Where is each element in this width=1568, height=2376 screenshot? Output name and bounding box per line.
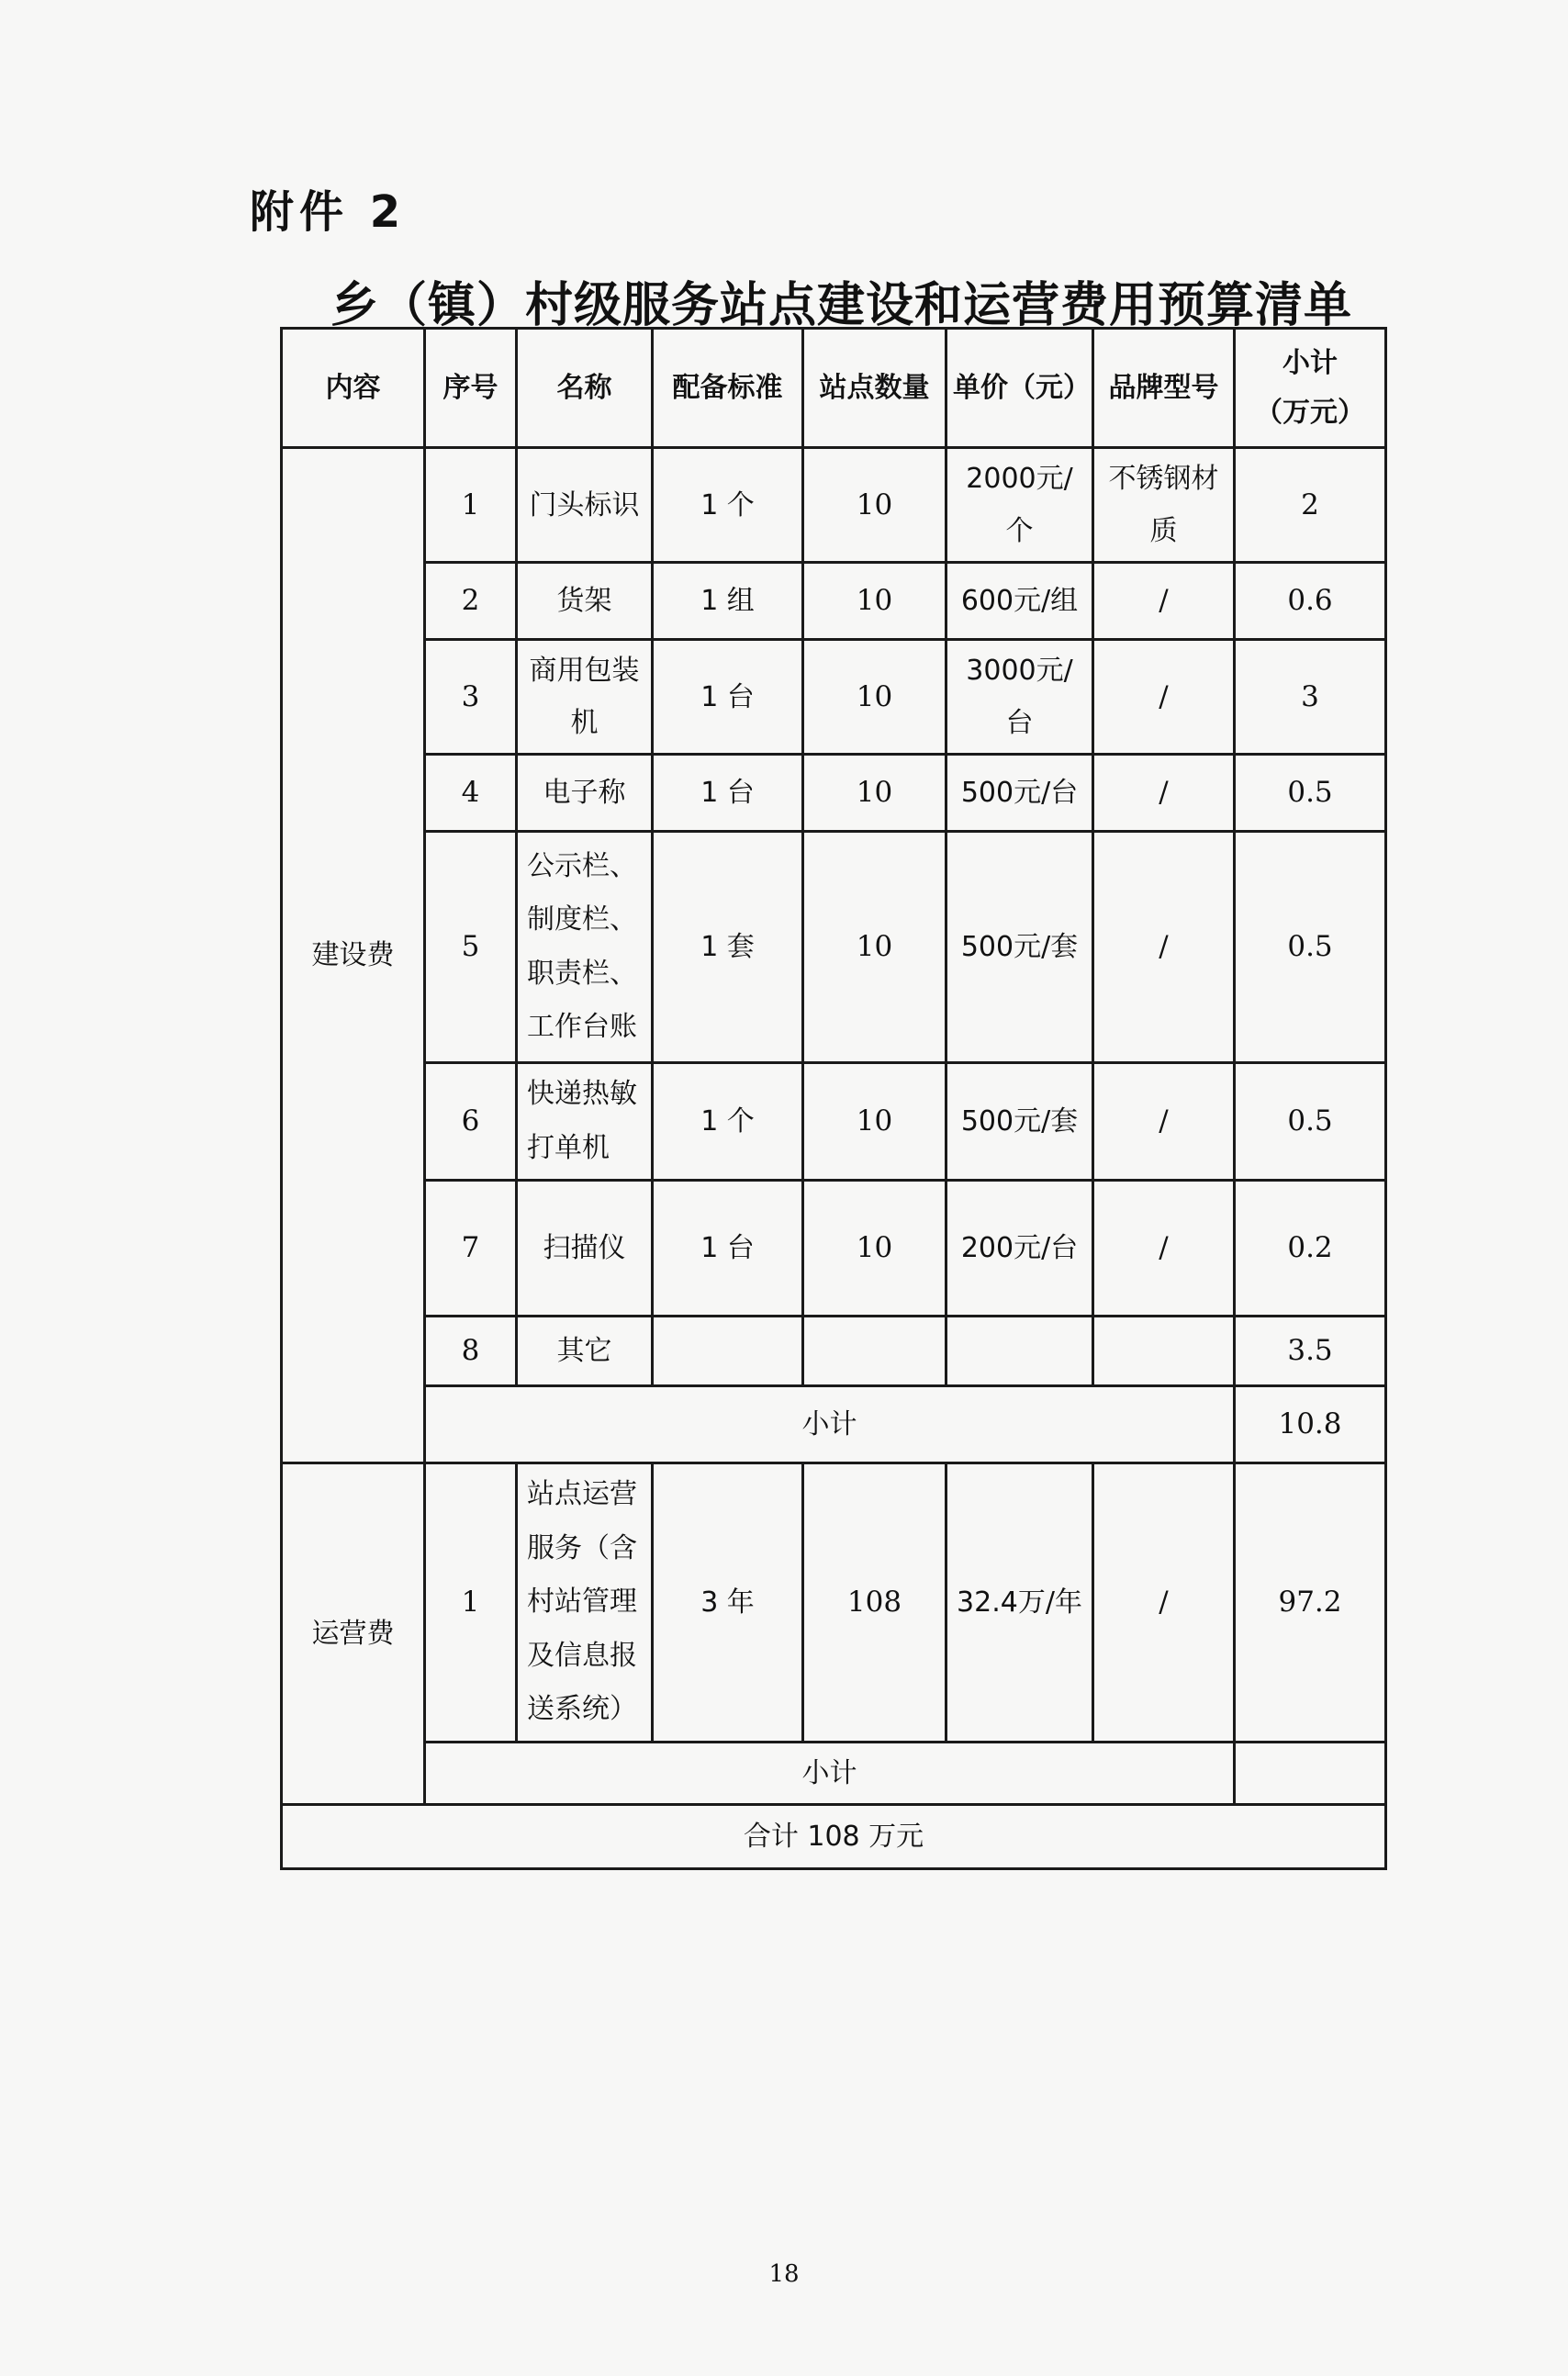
cell-stations: 10	[803, 1181, 946, 1317]
cell-subtotal: 2	[1235, 448, 1386, 563]
construction-subtotal-row	[282, 1386, 1386, 1463]
grand-total: 合计 108 万元	[282, 1804, 1386, 1868]
cell-seq: 6	[425, 1063, 517, 1181]
header-subtotal-line2: （万元）	[1255, 396, 1365, 429]
cell-brand: /	[1093, 755, 1235, 832]
cell-name: 商用包装机	[517, 640, 653, 755]
header-row	[282, 329, 1386, 448]
table-row	[282, 832, 1386, 1063]
cell-brand: /	[1093, 1181, 1235, 1317]
header-subtotal	[1235, 329, 1386, 448]
operation-subtotal-row	[282, 1742, 1386, 1804]
total-row	[282, 1804, 1386, 1868]
cell-stations: 10	[803, 1063, 946, 1181]
cell-name: 站点运营服务（含村站管理及信息报送系统）	[517, 1463, 653, 1743]
cell-subtotal: 0.5	[1235, 755, 1386, 832]
header-stations: 站点数量	[803, 329, 946, 448]
cell-unit-price	[946, 1317, 1093, 1386]
cell-stations: 108	[803, 1463, 946, 1743]
cell-standard	[653, 1317, 803, 1386]
cell-standard: 1 台	[653, 640, 803, 755]
cell-subtotal: 97.2	[1235, 1463, 1386, 1743]
cell-unit-price: 200元/台	[946, 1181, 1093, 1317]
cell-stations: 10	[803, 563, 946, 640]
cell-name: 货架	[517, 563, 653, 640]
cell-seq: 5	[425, 832, 517, 1063]
cell-stations: 10	[803, 755, 946, 832]
cell-name: 其它	[517, 1317, 653, 1386]
operation-subtotal-label: 小计	[425, 1742, 1235, 1804]
construction-subtotal-label: 小计	[425, 1386, 1235, 1463]
category-operation: 运营费	[282, 1463, 425, 1805]
cell-seq: 1	[425, 448, 517, 563]
cell-unit-price: 2000元/个	[946, 448, 1093, 563]
category-construction: 建设费	[282, 448, 425, 1463]
cell-standard: 3 年	[653, 1463, 803, 1743]
cell-standard: 1 台	[653, 755, 803, 832]
cell-name: 扫描仪	[517, 1181, 653, 1317]
cell-unit-price: 32.4万/年	[946, 1463, 1093, 1743]
cell-unit-price: 500元/套	[946, 832, 1093, 1063]
cell-subtotal: 0.6	[1235, 563, 1386, 640]
cell-standard: 1 个	[653, 448, 803, 563]
cell-brand: /	[1093, 1463, 1235, 1743]
cell-name: 电子称	[517, 755, 653, 832]
cell-unit-price: 3000元/台	[946, 640, 1093, 755]
cell-standard: 1 组	[653, 563, 803, 640]
header-brand: 品牌型号	[1093, 329, 1235, 448]
cell-name: 快递热敏打单机	[517, 1063, 653, 1181]
header-subtotal-line1: 小计	[1282, 346, 1338, 379]
cell-brand: 不锈钢材质	[1093, 448, 1235, 563]
cell-brand: /	[1093, 640, 1235, 755]
cell-seq: 1	[425, 1463, 517, 1743]
cell-stations: 10	[803, 640, 946, 755]
cell-standard: 1 套	[653, 832, 803, 1063]
table-row	[282, 1181, 1386, 1317]
table-row	[282, 448, 1386, 563]
header-name: 名称	[517, 329, 653, 448]
table-row	[282, 1063, 1386, 1181]
attachment-label: 附件 2	[250, 186, 407, 238]
cell-name: 门头标识	[517, 448, 653, 563]
header-unit-price: 单价（元）	[946, 329, 1093, 448]
cell-seq: 7	[425, 1181, 517, 1317]
table-row	[282, 1463, 1386, 1743]
cell-brand	[1093, 1317, 1235, 1386]
cell-subtotal: 3.5	[1235, 1317, 1386, 1386]
cell-subtotal: 3	[1235, 640, 1386, 755]
cell-seq: 4	[425, 755, 517, 832]
page-title: 乡（镇）村级服务站点建设和运营费用预算清单	[330, 278, 1353, 333]
budget-table	[280, 327, 1387, 1870]
cell-stations: 10	[803, 448, 946, 563]
cell-unit-price: 500元/台	[946, 755, 1093, 832]
cell-seq: 3	[425, 640, 517, 755]
cell-brand: /	[1093, 1063, 1235, 1181]
header-standard: 配备标准	[653, 329, 803, 448]
cell-stations	[803, 1317, 946, 1386]
cell-stations: 10	[803, 832, 946, 1063]
cell-subtotal: 0.5	[1235, 1063, 1386, 1181]
table-row	[282, 640, 1386, 755]
cell-brand: /	[1093, 563, 1235, 640]
construction-subtotal-value: 10.8	[1235, 1386, 1386, 1463]
cell-seq: 8	[425, 1317, 517, 1386]
cell-unit-price: 600元/组	[946, 563, 1093, 640]
header-content: 内容	[282, 329, 425, 448]
cell-brand: /	[1093, 832, 1235, 1063]
header-seq: 序号	[425, 329, 517, 448]
cell-seq: 2	[425, 563, 517, 640]
page-number: 18	[768, 2260, 800, 2288]
table-row	[282, 563, 1386, 640]
table-row	[282, 1317, 1386, 1386]
cell-unit-price: 500元/套	[946, 1063, 1093, 1181]
cell-standard: 1 台	[653, 1181, 803, 1317]
table-row	[282, 755, 1386, 832]
operation-subtotal-value	[1235, 1742, 1386, 1804]
cell-subtotal: 0.2	[1235, 1181, 1386, 1317]
cell-name: 公示栏、制度栏、职责栏、工作台账	[517, 832, 653, 1063]
cell-subtotal: 0.5	[1235, 832, 1386, 1063]
cell-standard: 1 个	[653, 1063, 803, 1181]
